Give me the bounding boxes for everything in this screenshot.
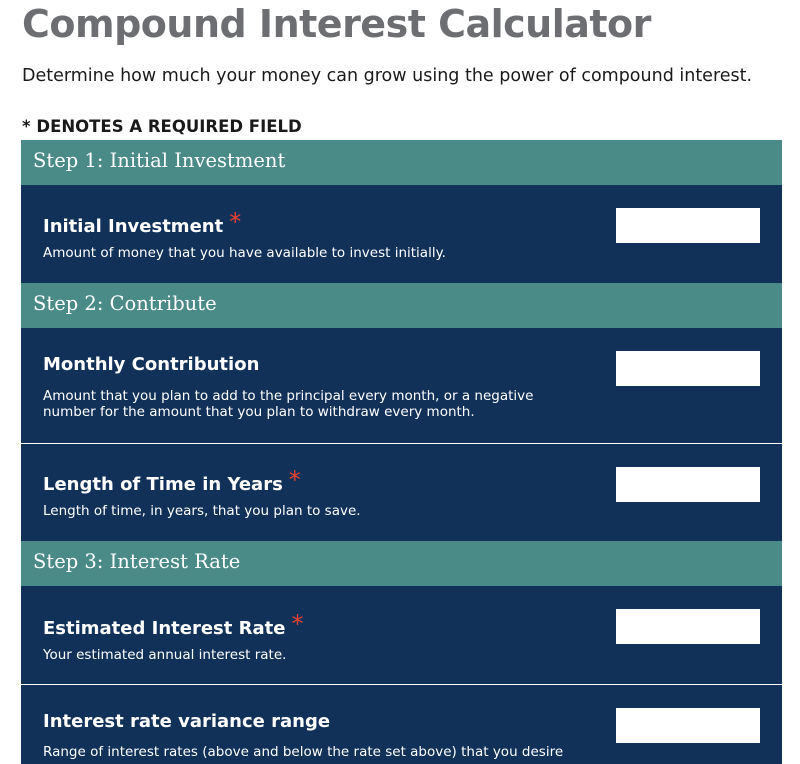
initial-investment-description: Amount of money that you have available to invest initially. <box>43 245 446 261</box>
page-title: Compound Interest Calculator <box>22 2 651 46</box>
monthly-contribution-label <box>43 354 259 375</box>
page-subtitle: Determine how much your money can grow using the power of compound interest. <box>22 66 753 86</box>
length-years-description: Length of time, in years, that you plan to save. <box>43 503 361 519</box>
required-star-icon: * <box>288 466 301 494</box>
variance-range-panel <box>21 685 782 764</box>
length-years-input[interactable] <box>616 467 760 502</box>
length-years-panel <box>21 444 782 541</box>
variance-range-label-text: Interest rate variance range <box>43 711 331 732</box>
monthly-contribution-description: Amount that you plan to add to the principal every month, or a negative number for the amount that you plan to withdraw every month. <box>43 388 534 420</box>
initial-investment-input[interactable] <box>616 208 760 243</box>
interest-rate-input[interactable] <box>616 609 760 644</box>
interest-rate-description: Your estimated annual interest rate. <box>43 647 287 663</box>
required-star-icon: * <box>291 610 304 638</box>
interest-rate-panel <box>21 586 782 684</box>
monthly-contribution-label-text: Monthly Contribution <box>43 354 260 375</box>
interest-rate-label-text: Estimated Interest Rate <box>43 618 286 639</box>
initial-investment-label <box>43 210 241 238</box>
variance-range-description: Range of interest rates (above and below the rate set above) that you desire <box>43 744 564 760</box>
initial-investment-label-text: Initial Investment <box>43 216 224 237</box>
required-field-note: * DENOTES A REQUIRED FIELD <box>22 117 302 136</box>
length-years-label-text: Length of Time in Years <box>43 474 283 495</box>
step-1-header: Step 1: Initial Investment <box>21 140 782 185</box>
monthly-contribution-panel <box>21 328 782 443</box>
initial-investment-panel <box>21 185 782 283</box>
step-3-header: Step 3: Interest Rate <box>21 541 782 586</box>
variance-range-label <box>43 711 330 732</box>
variance-range-input[interactable] <box>616 708 760 743</box>
length-years-label <box>43 468 301 496</box>
required-star-icon: * <box>229 208 242 236</box>
step-2-header: Step 2: Contribute <box>21 283 782 328</box>
interest-rate-label <box>43 612 303 640</box>
monthly-contribution-input[interactable] <box>616 351 760 386</box>
